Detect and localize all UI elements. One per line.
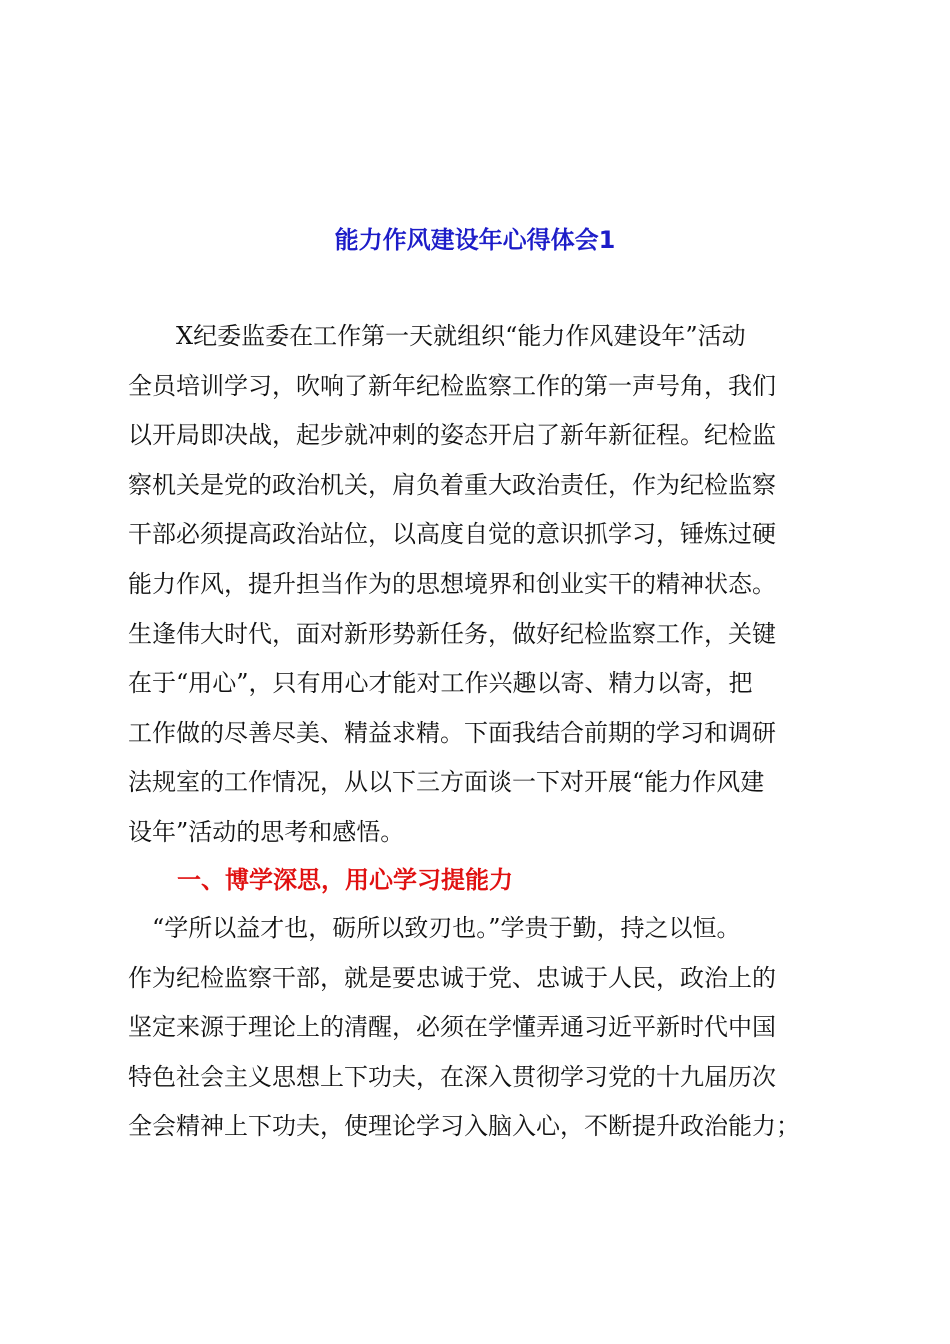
text-line: 以开局即决战，起步就冲刺的姿态开启了新年新征程。纪检监 (128, 421, 776, 450)
text-line: 作为纪检监察干部，就是要忠诚于党、忠诚于人民，政治上的 (128, 963, 776, 992)
text-line: 全员培训学习，吹响了新年纪检监察工作的第一声号角，我们 (128, 371, 776, 400)
text-line: 能力作风，提升担当作为的思想境界和创业实干的精神状态。 (128, 569, 776, 598)
text-line: 察机关是党的政治机关，肩负着重大政治责任，作为纪检监察 (128, 470, 776, 499)
text-line: 坚定来源于理论上的清醒，必须在学懂弄通习近平新时代中国 (128, 1013, 776, 1042)
text-line: X纪委监委在工作第一天就组织“能力作风建设年”活动 (128, 322, 746, 350)
paragraph-intro (128, 312, 830, 858)
text-line: 干部必须提高政治站位，以高度自觉的意识抓学习，锤炼过硬 (128, 520, 776, 549)
text-line: 法规室的工作情况，从以下三方面谈一下对开展“能力作风建 (128, 768, 765, 797)
document-title: 能力作风建设年心得体会1 (334, 226, 616, 254)
text-line: “学所以益才也，砺所以致刃也。”学贵于勤，持之以恒。 (128, 914, 741, 942)
text-line: 设年”活动的思考和感悟。 (128, 817, 405, 846)
text-line: 特色社会主义思想上下功夫，在深入贯彻学习党的十九届历次 (128, 1062, 776, 1091)
text-line: 全会精神上下功夫，使理论学习入脑入心，不断提升政治能力； (128, 1112, 800, 1141)
text-line: 在于“用心”，只有用心才能对工作兴趣以寄、精力以寄，把 (128, 669, 753, 698)
text-line: 工作做的尽善尽美、精益求精。下面我结合前期的学习和调研 (128, 718, 776, 747)
text-line: 生逢伟大时代，面对新形势新任务，做好纪检监察工作，关键 (128, 619, 776, 648)
section-heading: 一、博学深思，用心学习提能力 (177, 866, 513, 894)
paragraph-section1 (128, 904, 830, 1152)
